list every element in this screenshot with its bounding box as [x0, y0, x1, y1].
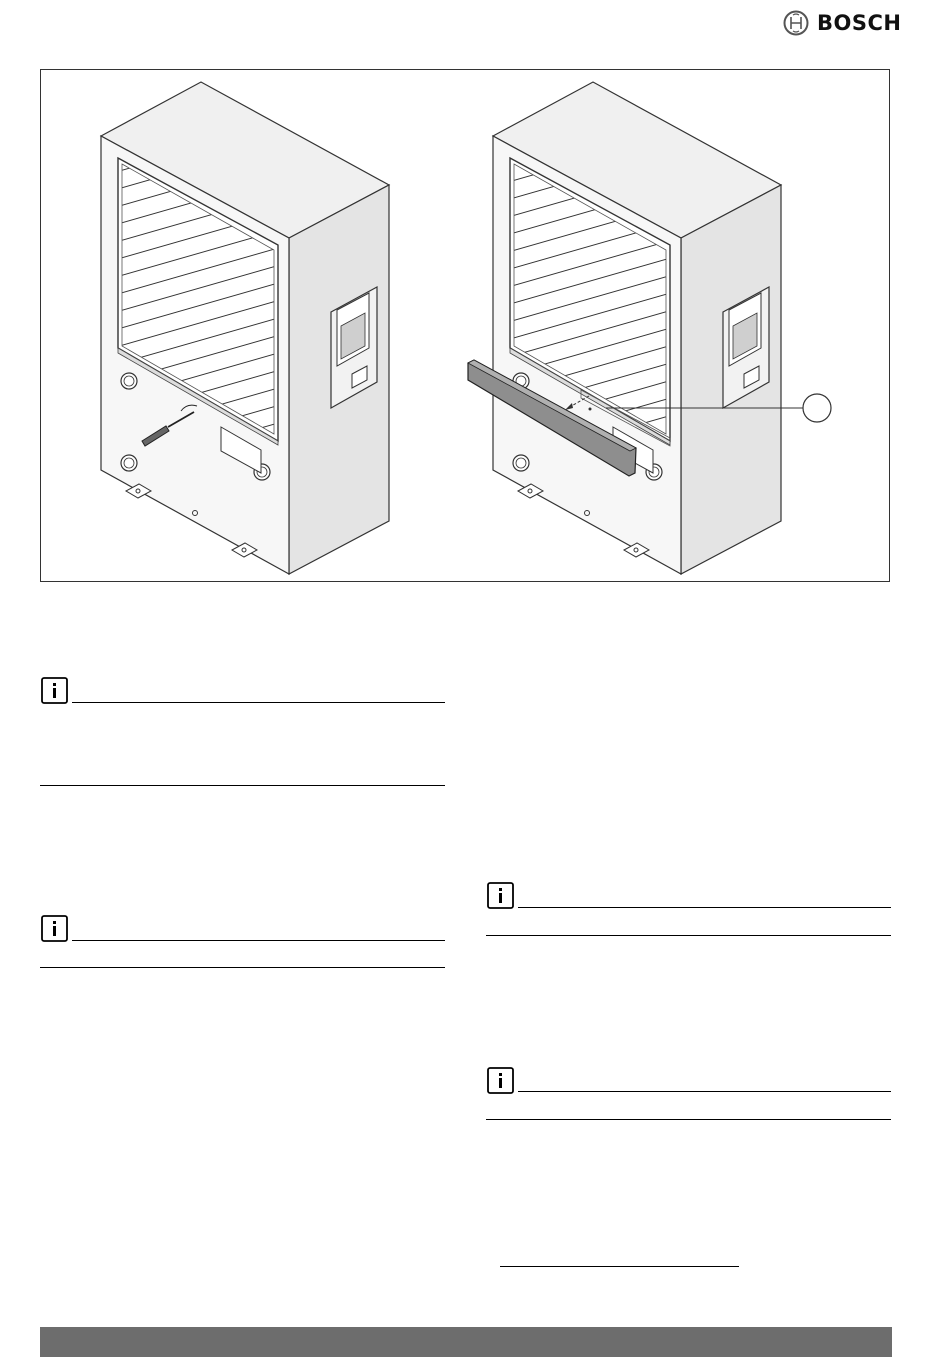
info-icon [41, 915, 68, 942]
bosch-armature-icon [783, 10, 809, 36]
footer-bar [40, 1327, 892, 1357]
heat-pump-unit-right [468, 82, 831, 574]
note-top-rule [72, 940, 445, 941]
note-top-rule [72, 702, 445, 703]
note-bottom-rule [486, 935, 891, 936]
info-icon [487, 882, 514, 909]
brand-logo [783, 9, 901, 37]
installation-figure [40, 69, 890, 582]
info-icon [41, 677, 68, 704]
note-top-rule [518, 1091, 891, 1092]
brand-name: BOSCH [817, 11, 902, 35]
callout-marker [803, 394, 831, 422]
note-bottom-rule [40, 967, 445, 968]
heat-pump-unit-left [101, 82, 389, 574]
info-icon [487, 1067, 514, 1094]
footnote-rule [500, 1266, 739, 1267]
note-bottom-rule [486, 1119, 891, 1120]
note-bottom-rule [40, 785, 445, 786]
note-top-rule [518, 907, 891, 908]
